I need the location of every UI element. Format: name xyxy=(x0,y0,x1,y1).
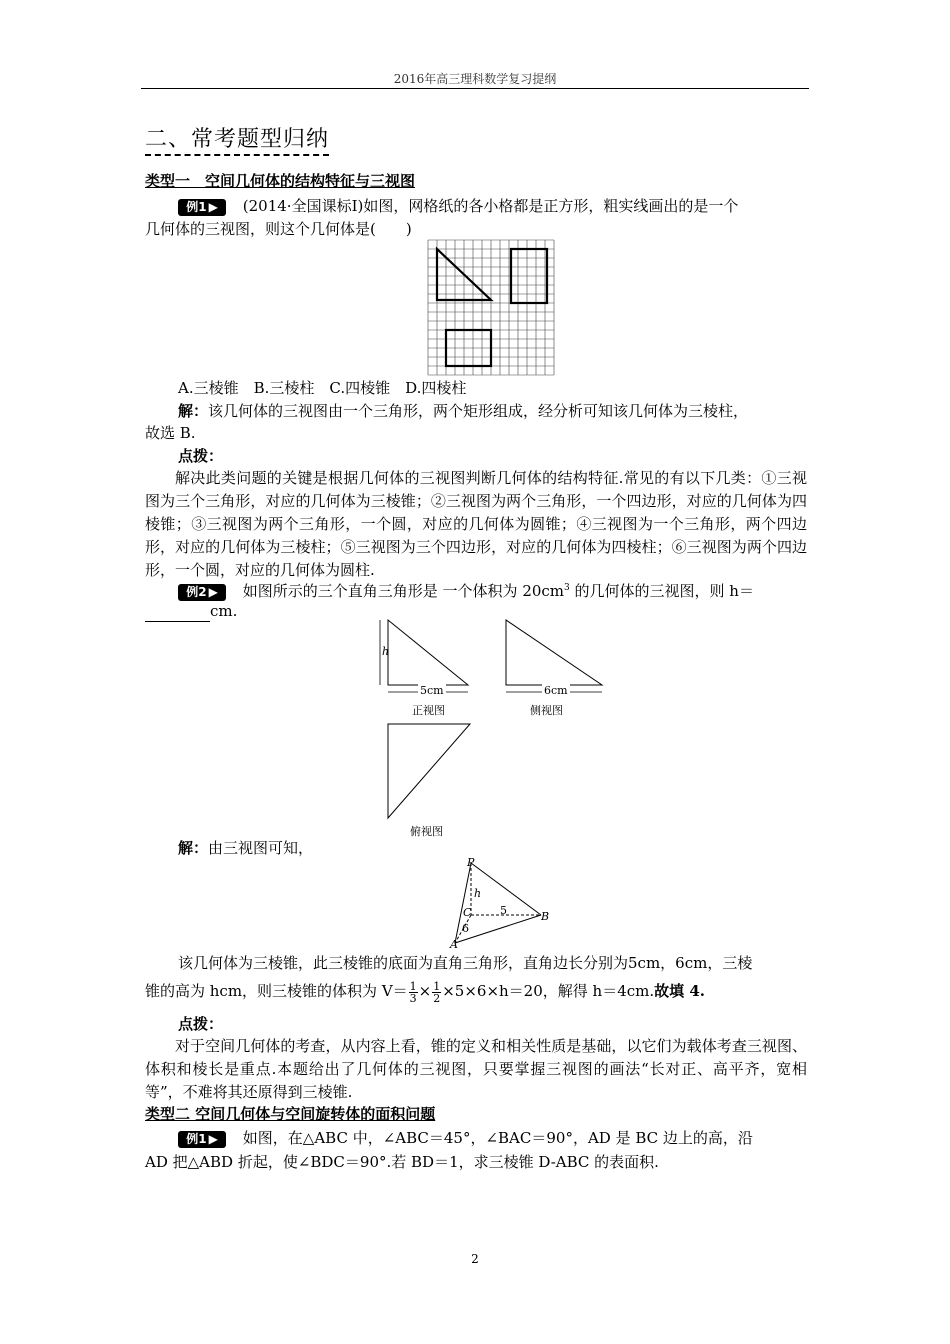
pyramid-label-six: 6 xyxy=(462,922,469,935)
ex2-tip-label: 点拨： xyxy=(178,1015,224,1033)
three-view-grid-figure xyxy=(425,237,557,379)
side-dim-label: 6cm xyxy=(544,684,568,697)
section-title: 二、常考题型归纳 xyxy=(145,126,329,156)
answer-blank[interactable] xyxy=(145,607,210,622)
page-number: 2 xyxy=(471,1252,479,1266)
header-rule xyxy=(141,88,809,89)
front-dim-label: 5cm xyxy=(420,684,444,697)
ex2-conclusion1: 该几何体为三棱锥，此三棱锥的底面为直角三角形，直角边长分别为5cm，6cm，三棱 xyxy=(178,954,753,972)
type1-heading: 类型一 空间几何体的结构特征与三视图 xyxy=(145,172,416,190)
top-view-figure xyxy=(384,720,476,822)
ex2-solution: 解：由三视图可知， xyxy=(178,839,314,857)
side-view-caption: 侧视图 xyxy=(530,704,563,717)
pyramid-label-b: B xyxy=(541,910,550,923)
ex2-line2: cm. xyxy=(145,600,237,622)
pyramid-label-five: 5 xyxy=(500,904,507,917)
ex2-tip: 对于空间几何体的考查，从内容上看，锥的定义和相关性质是基础，以它们为载体考查三视图、体积和棱长是重点.本题给出了几何体的三视图，只要掌握三视图的画法“长对正、高平齐，宽相等”，不难将其还原得到三棱锥. xyxy=(145,1037,807,1101)
ex1-text1: (2014·全国课标Ⅰ)如图，网格纸的各小格都是正方形，粗实线画出的是一个 xyxy=(242,197,739,215)
ex1-solution-end: 故选 B. xyxy=(145,424,196,442)
pyramid-label-top: P xyxy=(467,856,475,869)
type2-ex1-line2: AD 把△ABD 折起，使∠BDC＝90°.若 BD＝1，求三棱锥 D-ABC 的表面积. xyxy=(145,1153,659,1171)
type2-ex1-line1: 例1 ▶ 如图，在△ABC 中，∠ABC＝45°，∠BAC＝90°，AD 是 BC 边上的高，沿 xyxy=(178,1127,753,1149)
example-badge: 例1 ▶ xyxy=(178,199,226,216)
example-badge: 例2 ▶ xyxy=(178,584,226,601)
ex1-options: A.三棱锥 B.三棱柱 C.四棱锥 D.四棱柱 xyxy=(178,379,467,397)
ex1-line1 xyxy=(178,195,738,217)
fraction-one-half: $\frac{1}{2}$ xyxy=(433,979,441,1005)
example-badge: 例1 ▶ xyxy=(178,1131,226,1148)
ex1-solution: 解：该几何体的三视图由一个三角形，两个矩形组成，经分析可知该几何体为三棱柱， xyxy=(178,402,749,420)
ex1-line2: 几何体的三视图，则这个几何体是( ) xyxy=(145,220,412,238)
ex2-conclusion2: 锥的高为 hcm，则三棱锥的体积为 V＝ $\frac{1}{3}$ × $\frac{1}{2}$ ×5×6×h＝20，解得 h＝4cm.故填 4. xyxy=(145,979,706,1005)
pyramid-label-a: A xyxy=(450,938,458,951)
ex1-tip-label: 点拨： xyxy=(178,447,224,465)
pyramid-label-h: h xyxy=(474,887,482,900)
ex1-tip: 解决此类问题的关键是根据几何体的三视图判断几何体的结构特征.常见的有以下几类：①三视图为三个三角形，对应的几何体为三棱锥；②三视图为两个三角形，一个四边形，对应的几何体为四棱锥；③三视图为两个三角形，一个圆，对应的几何体为圆锥；④三视图为一个三角形，两个四边形，对应的几何体为三棱柱；⑤三视图为三个四边形，对应的几何体为四棱柱；⑥三视图为两个四边形，一个圆，对应的几何体为圆柱. xyxy=(145,469,807,579)
pyramid-label-c: C xyxy=(463,906,472,919)
type2-heading: 类型二 空间几何体与空间旋转体的面积问题 xyxy=(145,1105,436,1123)
fraction-one-third: $\frac{1}{3}$ xyxy=(409,979,417,1005)
ex2-line1: 例2 ▶ 如图所示的三个直角三角形是 一个体积为 $20cm^3$ 的几何体的三视图，则 h＝ xyxy=(178,577,754,602)
page-header: 2016年高三理科数学复习提纲 xyxy=(393,72,557,86)
top-view-caption: 俯视图 xyxy=(410,825,443,838)
front-view-caption: 正视图 xyxy=(412,704,445,717)
front-h-label: h xyxy=(382,645,390,658)
